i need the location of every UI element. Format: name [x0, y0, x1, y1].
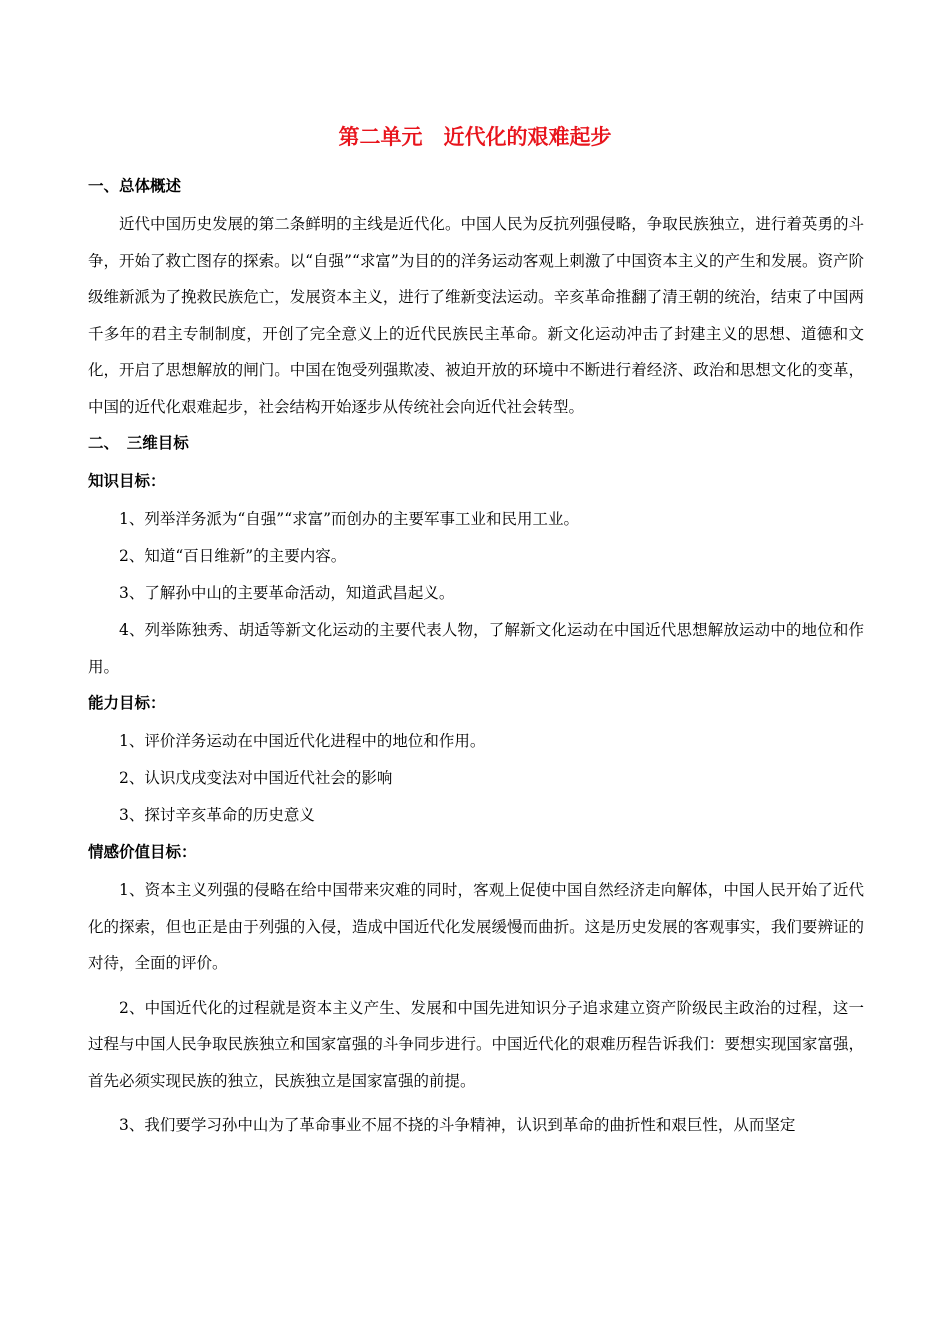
subheading-ability: 能力目标：: [88, 694, 166, 712]
overview-paragraph: 近代中国历史发展的第二条鲜明的主线是近代化。中国人民为反抗列强侵略，争取民族独立，进行着英勇的斗争，开始了救亡图存的探索。以“自强”“求富”为目的的洋务运动客观上刺激了中国资本主义的产生和发展。资产阶级维新派为了挽救民族危亡，发展资本主义，进行了维新变法运动。辛亥革命推翻了清王朝的统治，结束了中国两千多年的君主专制制度，开创了完全意义上的近代民族民主革命。新文化运动冲击了封建主义的思想、道德和文化，开启了思想解放的闸门。中国在饱受列强欺凌、被迫开放的环境中不断进行着经济、政治和思想文化的变革，中国的近代化艰难起步，社会结构开始逐步从传统社会向近代社会转型。: [88, 215, 864, 416]
document-body: [88, 176, 864, 1144]
subheading-knowledge: 知识目标：: [88, 472, 166, 490]
ability-item: 3、探讨辛亥革命的历史意义: [119, 806, 315, 824]
section-heading-overview: 一、总体概述: [88, 177, 182, 195]
emotion-item: 1、资本主义列强的侵略在给中国带来灾难的同时，客观上促使中国自然经济走向解体，中国人民开始了近代化的探索，但也正是由于列强的入侵，造成中国近代化发展缓慢而曲折。这是历史发展的客观事实，我们要辨证的对待，全面的评价。: [88, 881, 864, 972]
knowledge-item: 2、知道“百日维新”的主要内容。: [119, 547, 347, 565]
page-title: 第二单元 近代化的艰难起步: [338, 125, 612, 149]
knowledge-item: 4、列举陈独秀、胡适等新文化运动的主要代表人物，了解新文化运动在中国近代思想解放运动中的地位和作用。: [88, 621, 864, 676]
section-heading-objectives: 二、 三维目标: [88, 434, 189, 452]
ability-item: 2、认识戊戌变法对中国近代社会的影响: [119, 769, 393, 787]
knowledge-item: 1、列举洋务派为“自强”“求富”而创办的主要军事工业和民用工业。: [119, 510, 580, 528]
subheading-emotion: 情感价值目标：: [88, 843, 197, 861]
emotion-item: 3、我们要学习孙中山为了革命事业不屈不挠的斗争精神，认识到革命的曲折性和艰巨性，从而坚定: [119, 1116, 796, 1134]
knowledge-item: 3、了解孙中山的主要革命活动，知道武昌起义。: [119, 584, 455, 602]
emotion-item: 2、中国近代化的过程就是资本主义产生、发展和中国先进知识分子追求建立资产阶级民主政治的过程，这一过程与中国人民争取民族独立和国家富强的斗争同步进行。中国近代化的艰难历程告诉我们：要想实现国家富强，首先必须实现民族的独立，民族独立是国家富强的前提。: [88, 998, 864, 1090]
ability-item: 1、评价洋务运动在中国近代化进程中的地位和作用。: [119, 732, 486, 750]
